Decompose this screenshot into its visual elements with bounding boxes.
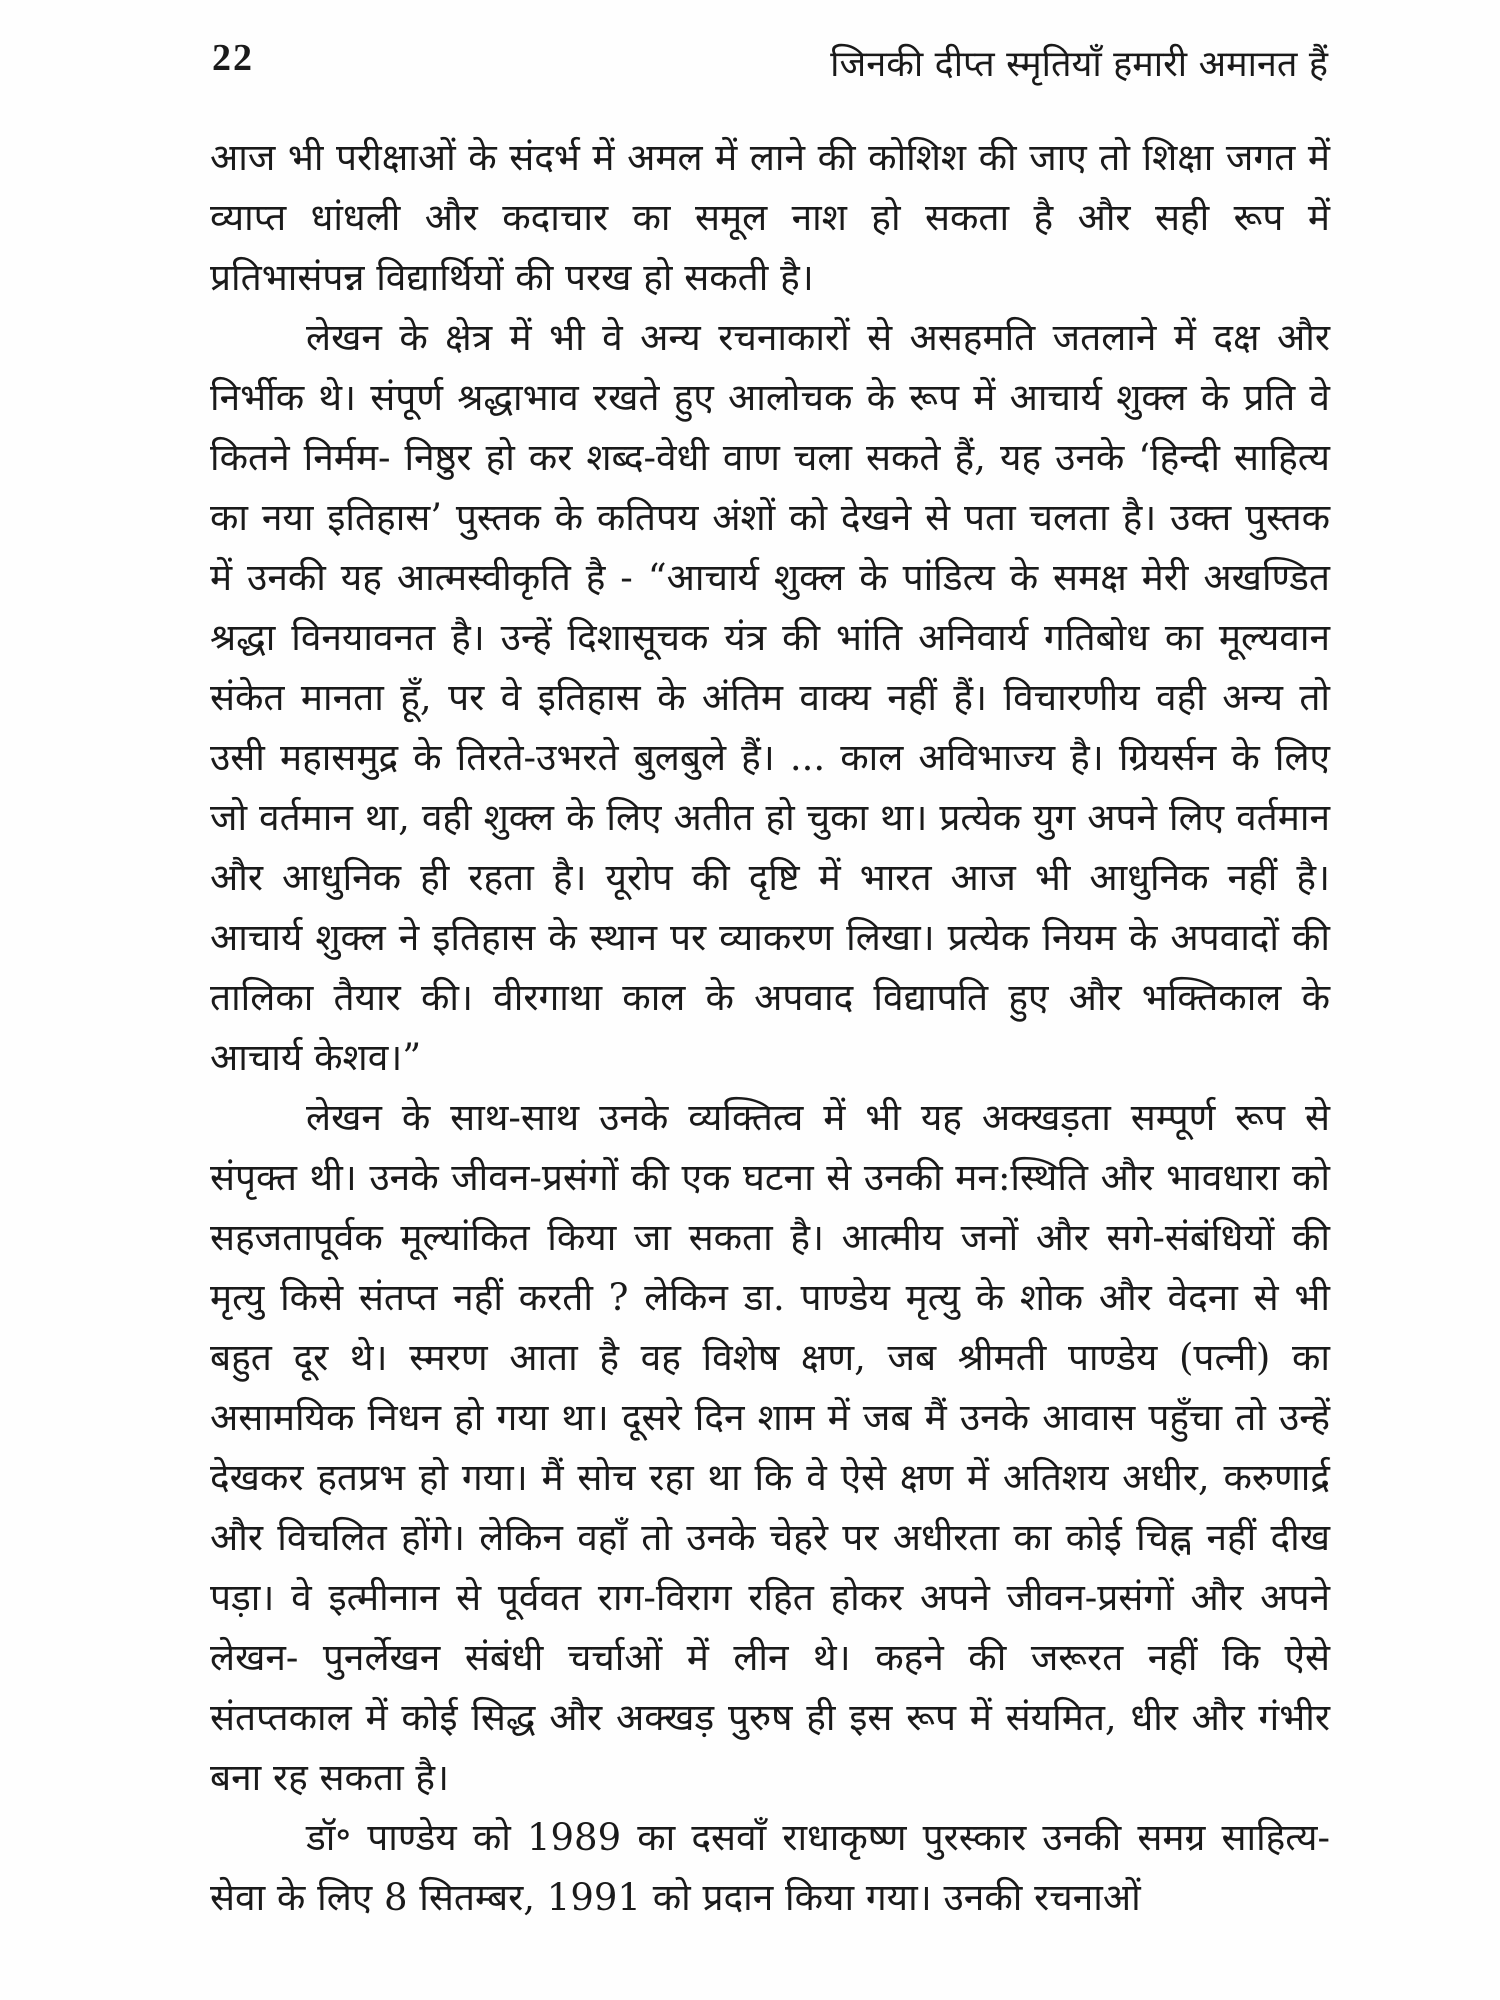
paragraph: लेखन के क्षेत्र में भी वे अन्य रचनाकारों से असहमति जतलाने में दक्ष और निर्भीक थे। संपूर्ण श्रद्धाभाव रखते हुए आलोचक के रूप में आचार्य शुक्ल के प्रति वे कितने निर्मम- निष्ठुर हो कर शब्द-वेधी वाण चला सकते हैं, यह उनके ‘हिन्दी साहित्य का नया इतिहास’ पुस्तक के कतिपय अंशों को देखने से पता चलता है। उक्त पुस्तक में उनकी यह आत्मस्वीकृति है - “आचार्य शुक्ल के पांडित्य के समक्ष मेरी अखण्डित श्रद्धा विनयावनत है। उन्हें दिशासूचक यंत्र की भांति अनिवार्य गतिबोध का मूल्यवान संकेत मानता हूँ, पर वे इतिहास के अंतिम वाक्य नहीं हैं। विचारणीय वही अन्य तो उसी महासमुद्र के तिरते-उभरते बुलबुले हैं। ... काल अविभाज्य है। ग्रियर्सन के लिए जो वर्तमान था, वही शुक्ल के लिए अतीत हो चुका था। प्रत्येक युग अपने लिए वर्तमान और आधुनिक ही रहता है। यूरोप की दृष्टि में भारत आज भी आधुनिक नहीं है। आचार्य शुक्ल ने इतिहास के स्थान पर व्याकरण लिखा। प्रत्येक नियम के अपवादों की तालिका तैयार की। वीरगाथा काल के अपवाद विद्यापति हुए और भक्तिकाल के आचार्य केशव।” [210,316,1330,1079]
paragraph: आज भी परीक्षाओं के संदर्भ में अमल में लाने की कोशिश की जाए तो शिक्षा जगत में व्याप्त धांधली और कदाचार का समूल नाश हो सकता है और सही रूप में प्रतिभासंपन्न विद्यार्थियों की परख हो सकती है। [210,136,1330,299]
running-head: जिनकी दीप्त स्मृतियाँ हमारी अमानत हैं [830,44,1328,85]
body-text [210,128,1330,1928]
paragraph: लेखन के साथ-साथ उनके व्यक्तित्व में भी यह अक्खड़ता सम्पूर्ण रूप से संपृक्त थी। उनके जीवन-प्रसंगों की एक घटना से उनकी मन:स्थिति और भावधारा को सहजतापूर्वक मूल्यांकित किया जा सकता है। आत्मीय जनों और सगे-संबंधियों की मृत्यु किसे संतप्त नहीं करती ? लेकिन डा. पाण्डेय मृत्यु के शोक और वेदना से भी बहुत दूर थे। स्मरण आता है वह विशेष क्षण, जब श्रीमती पाण्डेय (पत्नी) का असामयिक निधन हो गया था। दूसरे दिन शाम में जब मैं उनके आवास पहुँचा तो उन्हें देखकर हतप्रभ हो गया। मैं सोच रहा था कि वे ऐसे क्षण में अतिशय अधीर, करुणार्द्र और विचलित होंगे। लेकिन वहाँ तो उनके चेहरे पर अधीरता का कोई चिह्न नहीं दीख पड़ा। वे इत्मीनान से पूर्ववत राग-विराग रहित होकर अपने जीवन-प्रसंगों और अपने लेखन- पुनर्लेखन संबंधी चर्चाओं में लीन थे। कहने की जरूरत नहीं कि ऐसे संतप्तकाल में कोई सिद्ध और अक्खड़ पुरुष ही इस रूप में संयमित, धीर और गंभीर बना रह सकता है। [210,1096,1330,1799]
page-number: 22 [212,37,254,79]
paragraph: डॉ॰ पाण्डेय को 1989 का दसवाँ राधाकृष्ण पुरस्कार उनकी समग्र साहित्य-सेवा के लिए 8 सितम्बर, 1991 को प्रदान किया गया। उनकी रचनाओं [210,1816,1330,1919]
